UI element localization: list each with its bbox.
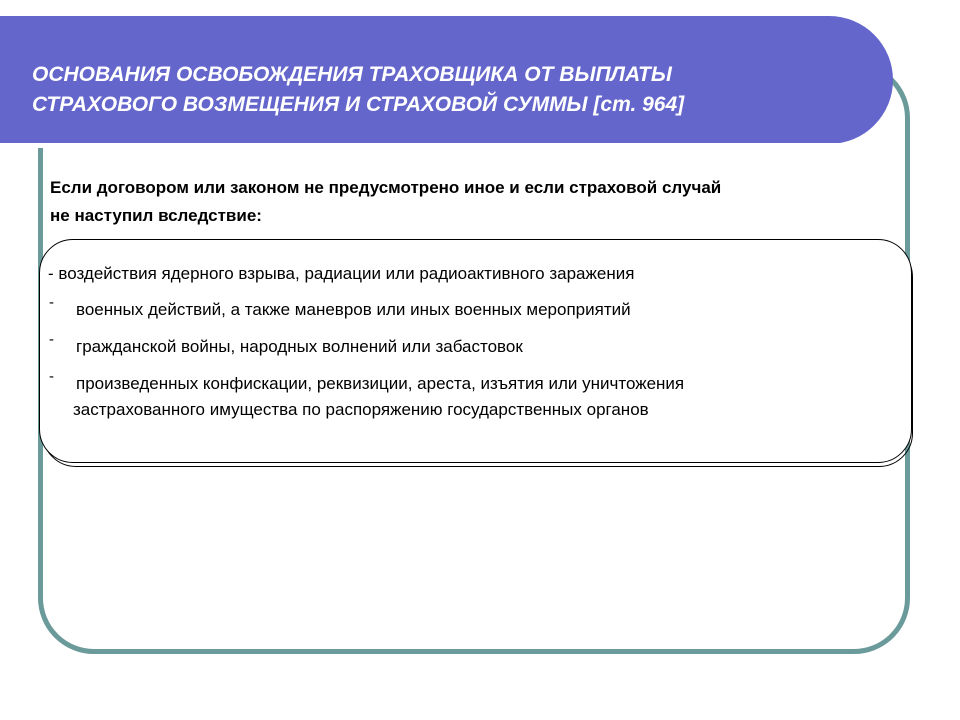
list-item-nuclear: - воздействия ядерного взрыва, радиации или радиоактивного заражения xyxy=(48,264,635,283)
list-item-military: военных действий, а также маневров или иных военных мероприятий xyxy=(76,300,631,319)
title-banner xyxy=(0,16,893,144)
list-item-dash: - xyxy=(49,294,54,311)
list-item-civil-war: гражданской войны, народных волнений или забастовок xyxy=(76,337,523,356)
title-underline xyxy=(0,143,848,148)
list-item-dash: - xyxy=(49,331,54,348)
list-item-confiscation-continuation: застрахованного имущества по распоряжению государственных органов xyxy=(73,400,649,419)
intro-text xyxy=(50,174,900,230)
title-line-2: СТРАХОВОГО ВОЗМЕЩЕНИЯ И СТРАХОВОЙ СУММЫ [ст. 964] xyxy=(32,93,685,116)
title-line-1: ОСНОВАНИЯ ОСВОБОЖДЕНИЯ ТРАХОВЩИКА ОТ ВЫПЛАТЫ xyxy=(32,63,672,86)
intro-line-1: Если договором или законом не предусмотрено иное и если страховой случай xyxy=(50,178,722,197)
list-item-confiscation: произведенных конфискации, реквизиции, ареста, изъятия или уничтожения xyxy=(76,374,685,393)
intro-line-2: не наступил вследствие: xyxy=(50,206,262,225)
list-item-dash: - xyxy=(49,368,54,385)
slide-title xyxy=(32,60,832,120)
